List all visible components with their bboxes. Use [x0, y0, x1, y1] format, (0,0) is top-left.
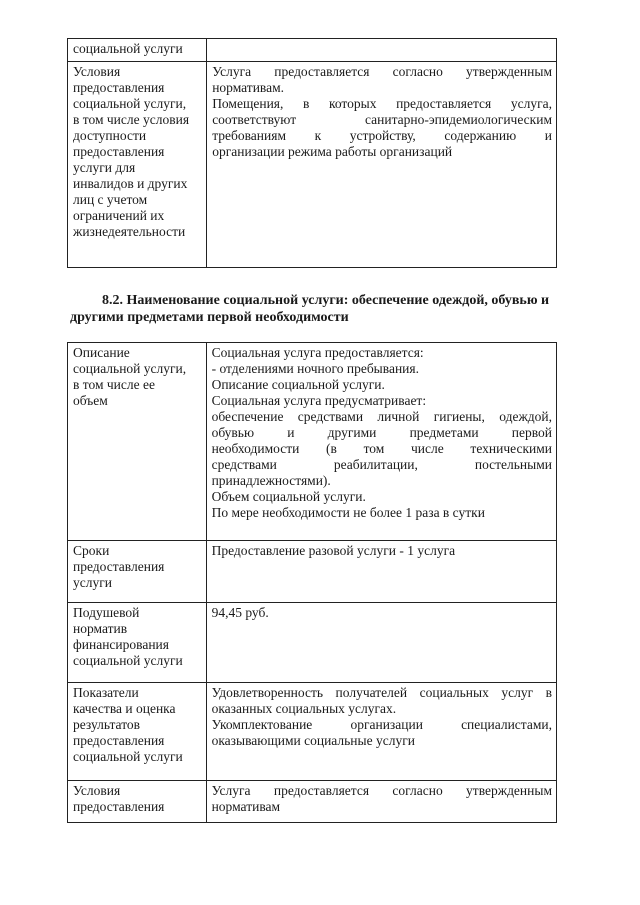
table-row — [68, 683, 557, 781]
table-row — [68, 541, 557, 603]
table-row — [68, 343, 557, 541]
row-label: Подушевой норматив финансирования социальной услуги — [68, 603, 207, 683]
row-value: Удовлетворенность получателей социальных услуг в оказанных социальных услугах. Укомплектование организации специалистами, оказывающими социальные услуги — [206, 683, 556, 781]
row-value: Услуга предоставляется согласно утвержденным нормативам. Помещения, в которых предоставляется услуга, соответствуют санитарно-эпидемиологическим требованиям к устройству, содержанию и организации режима работы организаций — [207, 62, 557, 268]
row-label: Условия предоставления социальной услуги, в том числе условия доступности предоставления услуги для инвалидов и других лиц с учетом ограничений их жизнедеятельности — [68, 62, 207, 268]
section-heading: 8.2. Наименование социальной услуги: обеспечение одеждой, обувью и другими предметами первой необходимости — [70, 293, 550, 325]
row-label: Описание социальной услуги, в том числе ее объем — [68, 343, 207, 541]
row-value — [207, 39, 557, 62]
row-label: Сроки предоставления услуги — [68, 541, 207, 603]
table-row — [68, 603, 557, 683]
table-row — [68, 781, 557, 823]
row-label: Условия предоставления — [68, 781, 207, 823]
table-row — [68, 62, 557, 268]
table-row — [68, 39, 557, 62]
row-value: Социальная услуга предоставляется: - отделениями ночного пребывания. Описание социальной услуги. Социальная услуга предусматривает: обеспечение средствами личной гигиены, одеждой, обувью и другими предметами первой необходимости (в том числе техническими средствами реабилитации, постельными принадлежностями). Объем социальной услуги. По мере необходимости не более 1 раза в сутки — [206, 343, 556, 541]
table-service-8-2 — [67, 342, 557, 823]
row-label: социальной услуги — [68, 39, 207, 62]
row-value: 94,45 руб. — [206, 603, 556, 683]
row-value: Предоставление разовой услуги - 1 услуга — [206, 541, 556, 603]
row-label: Показатели качества и оценка результатов предоставления социальной услуги — [68, 683, 207, 781]
row-value: Услуга предоставляется согласно утвержденным нормативам — [206, 781, 556, 823]
table-previous-service — [67, 38, 557, 268]
